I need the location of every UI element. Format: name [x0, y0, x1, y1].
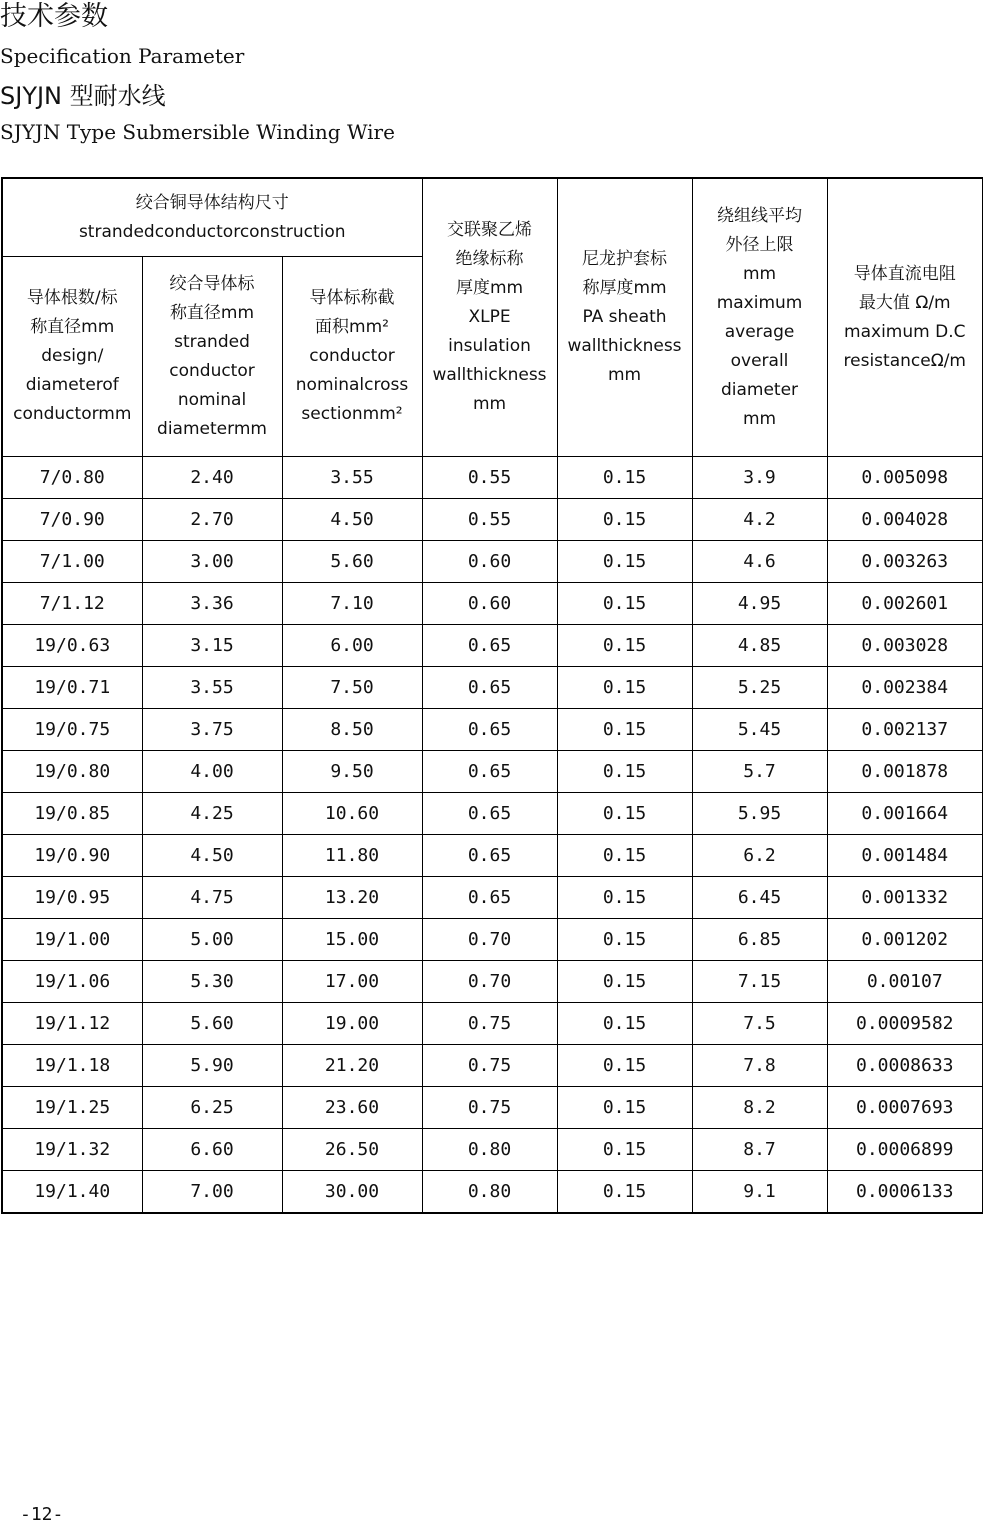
header-stranded-diameter: 绞合导体标 称直径mm stranded conductor nominal diametermm — [142, 257, 282, 457]
table-cell: 6.25 — [142, 1087, 282, 1129]
table-cell: 0.003263 — [827, 541, 983, 583]
table-cell: 3.15 — [142, 625, 282, 667]
header-dc-resistance: 导体直流电阻 最大值 Ω/m maximum D.C resistanceΩ/m — [827, 178, 983, 457]
table-cell: 2.70 — [142, 499, 282, 541]
table-row — [2, 709, 983, 751]
page-number: -12- — [20, 1504, 64, 1525]
table-cell: 0.15 — [557, 1045, 692, 1087]
table-cell: 0.15 — [557, 835, 692, 877]
table-cell: 0.0006899 — [827, 1129, 983, 1171]
table-cell: 7.50 — [282, 667, 422, 709]
table-cell: 0.15 — [557, 583, 692, 625]
table-cell: 19/1.25 — [2, 1087, 142, 1129]
table-cell: 3.9 — [692, 457, 827, 499]
table-cell: 0.65 — [422, 667, 557, 709]
table-cell: 0.65 — [422, 751, 557, 793]
table-cell: 0.65 — [422, 835, 557, 877]
table-cell: 0.60 — [422, 541, 557, 583]
table-row — [2, 919, 983, 961]
table-cell: 0.15 — [557, 625, 692, 667]
table-cell: 0.75 — [422, 1045, 557, 1087]
product-title: SJYJN 型耐水线 — [0, 82, 166, 110]
table-cell: 0.80 — [422, 1129, 557, 1171]
table-cell: 0.15 — [557, 1129, 692, 1171]
table-cell: 4.6 — [692, 541, 827, 583]
table-cell: 19/1.12 — [2, 1003, 142, 1045]
table-cell: 0.65 — [422, 877, 557, 919]
table-row — [2, 1003, 983, 1045]
table-cell: 17.00 — [282, 961, 422, 1003]
table-cell: 6.00 — [282, 625, 422, 667]
table-cell: 5.60 — [282, 541, 422, 583]
table-cell: 4.25 — [142, 793, 282, 835]
table-cell: 0.003028 — [827, 625, 983, 667]
table-cell: 0.75 — [422, 1003, 557, 1045]
table-cell: 0.002384 — [827, 667, 983, 709]
table-cell: 0.001878 — [827, 751, 983, 793]
table-cell: 19/1.00 — [2, 919, 142, 961]
table-cell: 0.15 — [557, 1171, 692, 1214]
table-cell: 9.50 — [282, 751, 422, 793]
table-cell: 8.50 — [282, 709, 422, 751]
table-cell: 0.65 — [422, 625, 557, 667]
table-cell: 30.00 — [282, 1171, 422, 1214]
table-cell: 19/0.85 — [2, 793, 142, 835]
table-cell: 0.002137 — [827, 709, 983, 751]
table-cell: 0.002601 — [827, 583, 983, 625]
table-cell: 5.90 — [142, 1045, 282, 1087]
table-cell: 0.55 — [422, 499, 557, 541]
page-title-english: Specification Parameter — [0, 44, 245, 68]
table-cell: 0.60 — [422, 583, 557, 625]
header-cross-section: 导体标称截 面积mm² conductor nominalcross sectionmm² — [282, 257, 422, 457]
table-row — [2, 583, 983, 625]
table-cell: 3.36 — [142, 583, 282, 625]
table-cell: 7.5 — [692, 1003, 827, 1045]
table-cell: 0.55 — [422, 457, 557, 499]
table-cell: 8.2 — [692, 1087, 827, 1129]
table-cell: 0.15 — [557, 1003, 692, 1045]
table-cell: 5.30 — [142, 961, 282, 1003]
table-cell: 26.50 — [282, 1129, 422, 1171]
table-row — [2, 961, 983, 1003]
table-cell: 0.0007693 — [827, 1087, 983, 1129]
table-row — [2, 457, 983, 499]
table-cell: 19/1.32 — [2, 1129, 142, 1171]
table-cell: 9.1 — [692, 1171, 827, 1214]
table-cell: 0.15 — [557, 919, 692, 961]
table-cell: 7.15 — [692, 961, 827, 1003]
table-cell: 3.55 — [282, 457, 422, 499]
table-cell: 5.60 — [142, 1003, 282, 1045]
header-sheath-thickness: 尼龙护套标 称厚度mm PA sheath wallthickness mm — [557, 178, 692, 457]
table-cell: 19/0.80 — [2, 751, 142, 793]
table-cell: 0.15 — [557, 877, 692, 919]
table-cell: 19/0.90 — [2, 835, 142, 877]
table-row — [2, 541, 983, 583]
table-cell: 19/0.95 — [2, 877, 142, 919]
table-cell: 0.0008633 — [827, 1045, 983, 1087]
table-cell: 0.15 — [557, 499, 692, 541]
table-cell: 3.75 — [142, 709, 282, 751]
table-cell: 4.85 — [692, 625, 827, 667]
table-cell: 6.2 — [692, 835, 827, 877]
table-cell: 19.00 — [282, 1003, 422, 1045]
table-cell: 0.15 — [557, 667, 692, 709]
table-cell: 6.60 — [142, 1129, 282, 1171]
table-row — [2, 835, 983, 877]
table-cell: 3.00 — [142, 541, 282, 583]
table-row — [2, 625, 983, 667]
table-cell: 5.7 — [692, 751, 827, 793]
table-cell: 0.15 — [557, 457, 692, 499]
table-row — [2, 1171, 983, 1214]
table-cell: 19/0.71 — [2, 667, 142, 709]
table-cell: 5.95 — [692, 793, 827, 835]
table-cell: 4.50 — [142, 835, 282, 877]
table-cell: 0.15 — [557, 961, 692, 1003]
header-conductor-construction: 绞合铜导体结构尺寸 strandedconductorconstruction — [2, 178, 422, 257]
table-cell: 0.65 — [422, 793, 557, 835]
table-cell: 0.001202 — [827, 919, 983, 961]
table-cell: 15.00 — [282, 919, 422, 961]
table-cell: 0.15 — [557, 541, 692, 583]
table-cell: 0.15 — [557, 793, 692, 835]
table-cell: 0.005098 — [827, 457, 983, 499]
table-cell: 0.0009582 — [827, 1003, 983, 1045]
table-row — [2, 1045, 983, 1087]
table-cell: 0.70 — [422, 961, 557, 1003]
table-cell: 3.55 — [142, 667, 282, 709]
table-cell: 0.00107 — [827, 961, 983, 1003]
table-cell: 23.60 — [282, 1087, 422, 1129]
table-cell: 7/0.90 — [2, 499, 142, 541]
table-cell: 21.20 — [282, 1045, 422, 1087]
table-cell: 5.45 — [692, 709, 827, 751]
table-row — [2, 793, 983, 835]
table-row — [2, 877, 983, 919]
table-cell: 0.15 — [557, 751, 692, 793]
table-cell: 4.2 — [692, 499, 827, 541]
table-cell: 7/1.00 — [2, 541, 142, 583]
table-row — [2, 499, 983, 541]
table-cell: 11.80 — [282, 835, 422, 877]
table-cell: 6.45 — [692, 877, 827, 919]
table-cell: 7/0.80 — [2, 457, 142, 499]
table-cell: 19/0.75 — [2, 709, 142, 751]
header-overall-diameter: 绕组线平均 外径上限 mm maximum average overall diameter mm — [692, 178, 827, 457]
header-design-diameter: 导体根数/标 称直径mm design/ diameterof conductormm — [2, 257, 142, 457]
page-title: 技术参数 — [0, 1, 108, 32]
table-cell: 4.95 — [692, 583, 827, 625]
table-cell: 0.001332 — [827, 877, 983, 919]
table-cell: 0.15 — [557, 1087, 692, 1129]
table-cell: 0.004028 — [827, 499, 983, 541]
table-cell: 7.10 — [282, 583, 422, 625]
table-cell: 0.70 — [422, 919, 557, 961]
table-cell: 4.75 — [142, 877, 282, 919]
table-cell: 19/1.18 — [2, 1045, 142, 1087]
table-cell: 0.75 — [422, 1087, 557, 1129]
product-title-english: SJYJN Type Submersible Winding Wire — [0, 120, 395, 144]
table-cell: 4.50 — [282, 499, 422, 541]
table-cell: 8.7 — [692, 1129, 827, 1171]
table-cell: 13.20 — [282, 877, 422, 919]
header-insulation-thickness: 交联聚乙烯 绝缘标称 厚度mm XLPE insulation wallthickness mm — [422, 178, 557, 457]
table-row — [2, 1087, 983, 1129]
spec-table-body — [2, 457, 983, 1214]
table-cell: 2.40 — [142, 457, 282, 499]
table-cell: 0.15 — [557, 709, 692, 751]
table-cell: 4.00 — [142, 751, 282, 793]
table-cell: 19/1.06 — [2, 961, 142, 1003]
table-cell: 5.25 — [692, 667, 827, 709]
table-row — [2, 667, 983, 709]
table-cell: 0.001484 — [827, 835, 983, 877]
table-cell: 7.00 — [142, 1171, 282, 1214]
table-cell: 19/0.63 — [2, 625, 142, 667]
table-cell: 5.00 — [142, 919, 282, 961]
table-cell: 6.85 — [692, 919, 827, 961]
table-cell: 7.8 — [692, 1045, 827, 1087]
table-row — [2, 1129, 983, 1171]
table-cell: 19/1.40 — [2, 1171, 142, 1214]
table-cell: 0.0006133 — [827, 1171, 983, 1214]
table-cell: 0.001664 — [827, 793, 983, 835]
table-cell: 7/1.12 — [2, 583, 142, 625]
table-cell: 10.60 — [282, 793, 422, 835]
table-cell: 0.80 — [422, 1171, 557, 1214]
table-row — [2, 751, 983, 793]
table-cell: 0.65 — [422, 709, 557, 751]
spec-table — [1, 177, 983, 1214]
